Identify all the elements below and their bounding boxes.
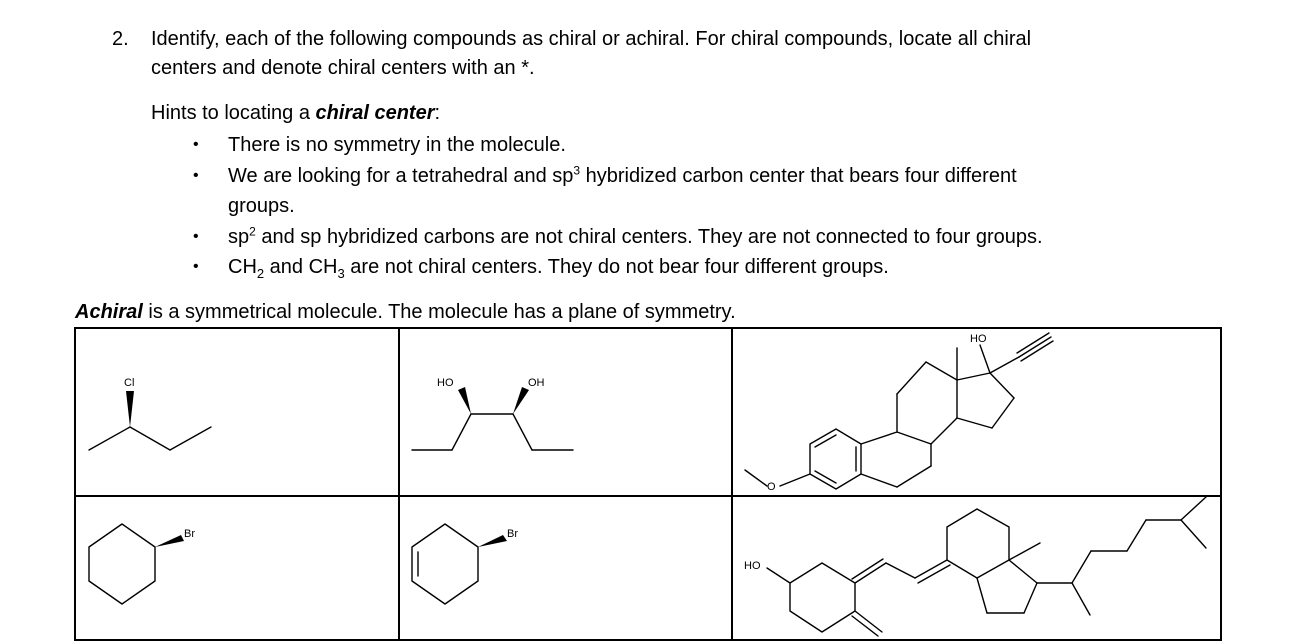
label-cl: Cl <box>124 377 135 389</box>
achiral-text: is a symmetrical molecule. The molecule has a plane of symmetry. <box>142 301 736 323</box>
achiral-term: Achiral <box>75 301 143 323</box>
hint-2-pre: We are looking for a tetrahedral and sp <box>228 165 574 187</box>
bullet-3-glyph: • <box>193 228 199 245</box>
question-line-1: Identify, each of the following compounds as chiral or achiral. For chiral compounds, locate all chiral <box>151 28 1032 50</box>
hint-3-sup: 2 <box>249 224 256 239</box>
hints-intro-text: Hints to locating a <box>151 102 316 124</box>
molecule-3-steroid <box>745 333 1053 489</box>
molecule-4-bromocyclohexane <box>89 524 184 604</box>
hint-2-post: hybridized carbon center that bears four different <box>580 165 1017 187</box>
molecule-1-chlorobutane <box>89 391 211 450</box>
hint-bullet-2-line-2: groups. <box>228 195 295 217</box>
molecule-5-bromocyclohexene <box>412 524 507 604</box>
hints-intro-colon: : <box>434 102 441 124</box>
bullet-2-glyph: • <box>193 167 199 184</box>
molecule-2-diol <box>412 387 573 450</box>
molecule-6-vitamin-d <box>767 497 1206 636</box>
label-br-2: Br <box>507 528 518 540</box>
hints-intro-emphasis: chiral center <box>315 102 435 124</box>
hint-3-pre: sp <box>228 226 250 248</box>
label-ho-left: HO <box>437 377 454 389</box>
bullet-4-glyph: • <box>193 258 199 275</box>
hint-4-b: and CH <box>264 256 338 278</box>
label-oh-right: OH <box>528 377 545 389</box>
question-number: 2. <box>112 28 129 50</box>
question-line-2: centers and denote chiral centers with an *. <box>151 57 535 79</box>
hint-2-sup: 3 <box>573 163 581 178</box>
hint-4-c: are not chiral centers. They do not bear four different groups. <box>344 256 889 278</box>
bullet-1-glyph: • <box>193 136 199 153</box>
hint-4-sub-2: 3 <box>337 266 345 281</box>
hint-3-post: and sp hybridized carbons are not chiral centers. They are not connected to four groups. <box>255 226 1043 248</box>
hint-bullet-1: There is no symmetry in the molecule. <box>228 134 566 156</box>
label-br-1: Br <box>184 528 195 540</box>
label-ho-vitamin-d: HO <box>744 560 761 572</box>
label-ho-steroid: HO <box>970 333 987 345</box>
hint-4-sub-1: 2 <box>256 266 265 281</box>
hint-4-a: CH <box>228 256 257 278</box>
label-o-methoxy: O <box>767 481 776 493</box>
